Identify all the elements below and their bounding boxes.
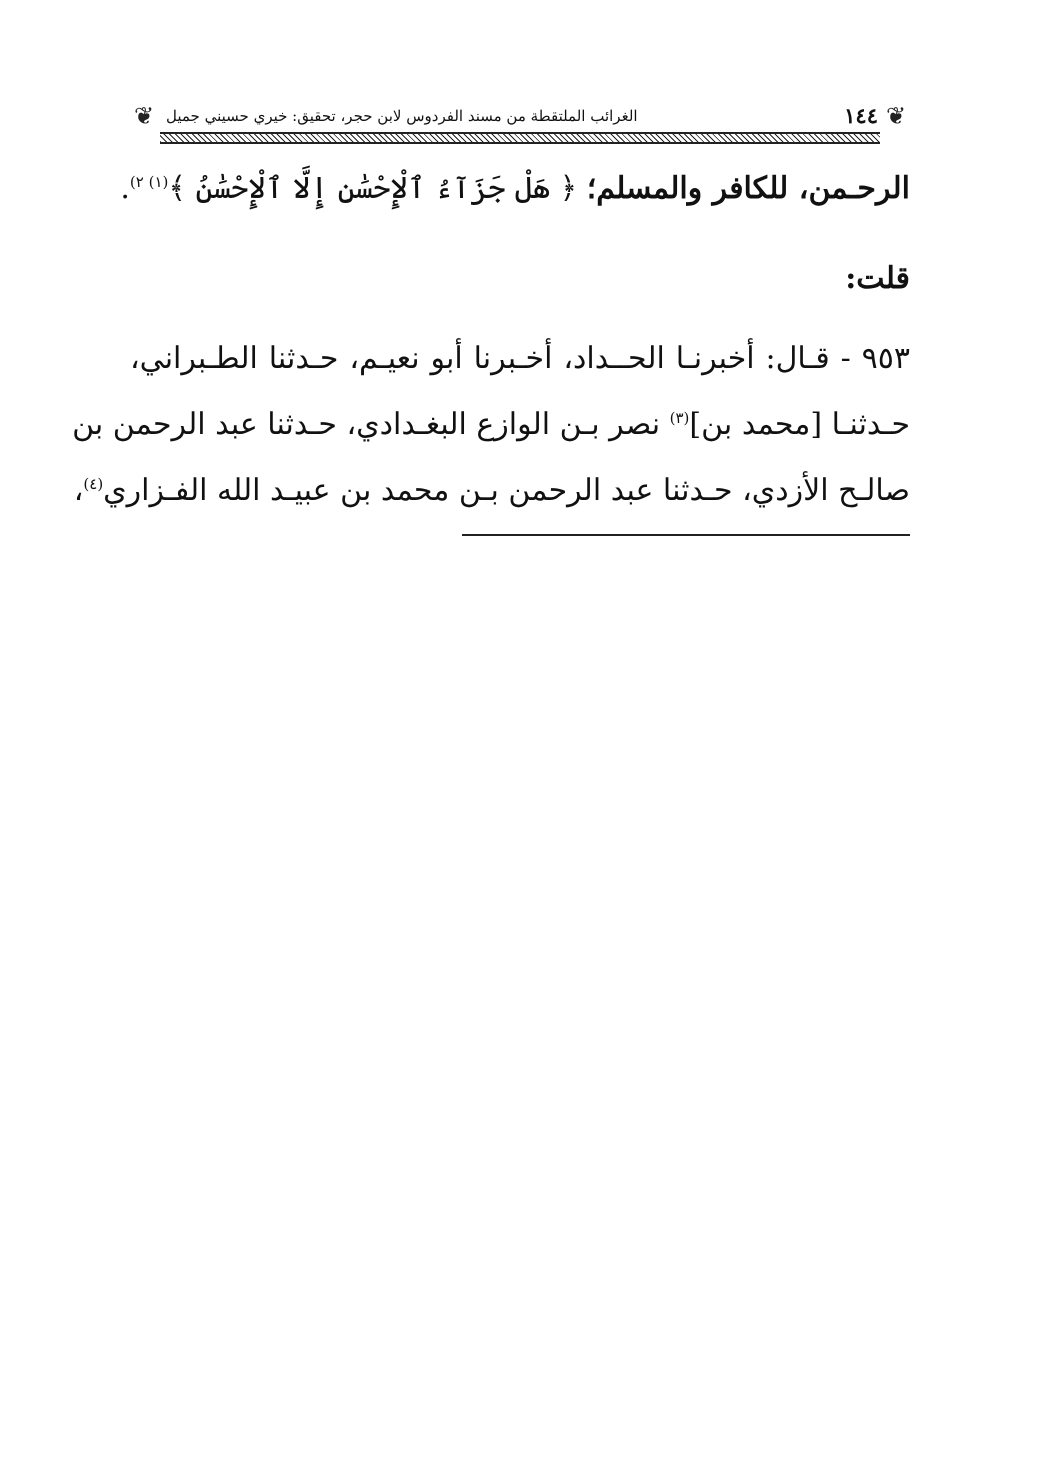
main-paragraph-line <box>73 470 910 512</box>
footnote-divider <box>462 534 910 536</box>
footnote-ref: (٤) <box>83 475 104 493</box>
main-text-fragment: حـدثنـا [محمد بن] <box>689 407 910 442</box>
main-line-1 <box>120 168 910 210</box>
running-title: الغرائب الملتقطة من مسند الفردوس لابن حجر، تحقيق: خيري حسيني جميل <box>166 107 638 125</box>
main-paragraph-line: ٩٥٣ - قـال: أخبرنـا الحــداد، أخـبرنا أبو نعيـم، حـدثنا الطـبراني، <box>130 341 910 376</box>
main-text-fragment: صالـح الأزدي، حـدثنا عبد الرحمن بـن محمد بن عبيـد الله الفـزاري <box>103 473 910 508</box>
running-header <box>130 98 910 146</box>
main-text-fragment: . <box>120 171 130 206</box>
main-text-fragment: الرحـمن، للكافر والمسلم؛ <box>586 171 910 206</box>
ornament-icon: ❦ <box>885 102 907 130</box>
header-decorative-band <box>160 132 880 144</box>
footnote-ref: (٣) <box>669 409 690 427</box>
footnote-marks: (١) ٢) <box>129 173 169 191</box>
main-paragraph-line <box>72 404 910 446</box>
section-heading: قلت: <box>845 261 910 296</box>
page-number: ١٤٤ <box>844 103 878 128</box>
main-text-fragment: ، <box>73 473 84 508</box>
main-text-fragment: نصر بـن الوازع البغـدادي، حـدثنا عبد الرحمن بن <box>72 407 670 442</box>
quran-verse: ﴿ هَلْ جَزَآءُ ٱلْإِحْسَٰنِ إِلَّا ٱلْإِحْسَٰنُ ﴾ <box>168 171 578 206</box>
ornament-icon: ❦ <box>133 102 155 130</box>
